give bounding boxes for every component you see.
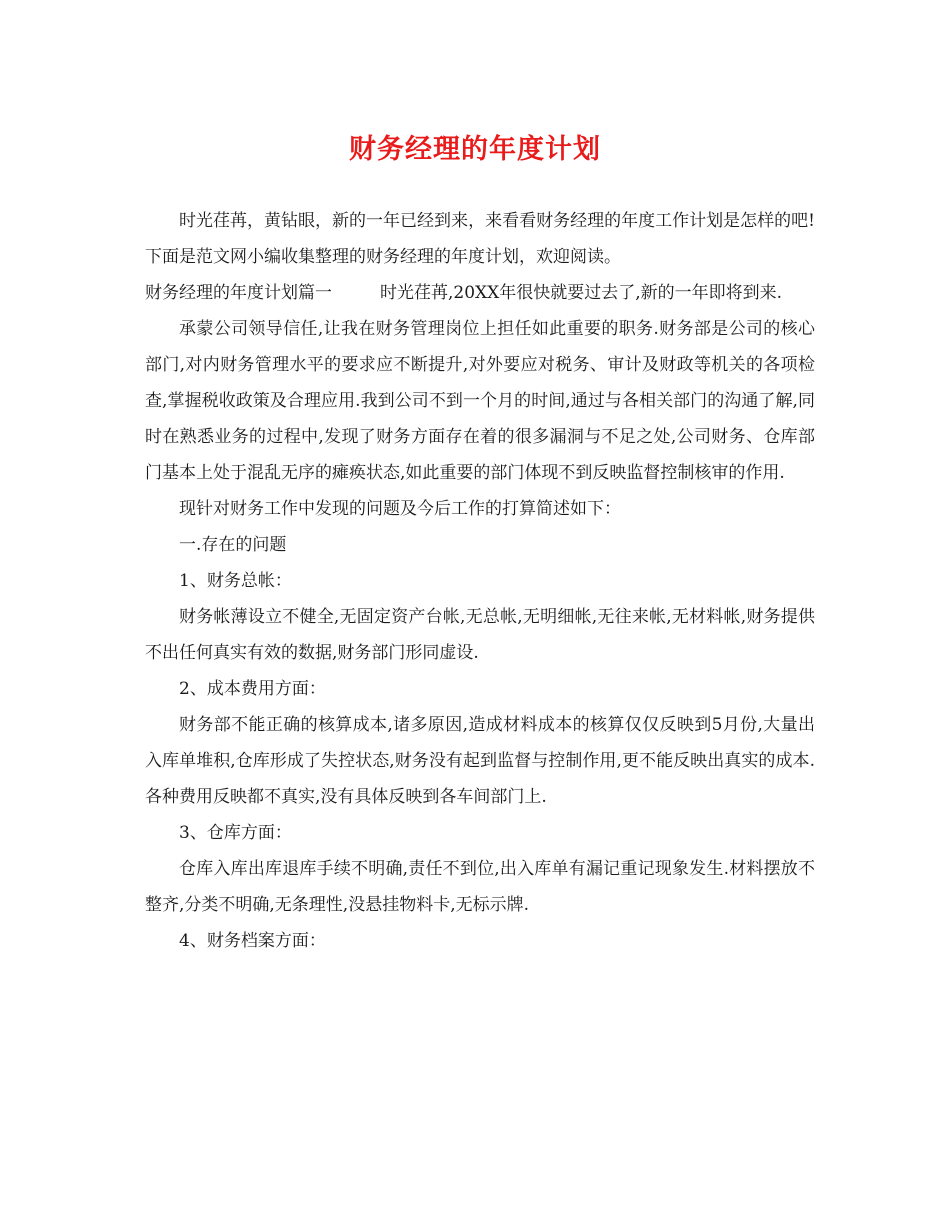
document-title: 财务经理的年度计划 (349, 134, 601, 165)
ledger-heading: 1、财务总帐： (179, 571, 292, 591)
summary-paragraph: 现针对财务工作中发现的问题及今后工作的打算简述如下： (179, 499, 621, 519)
section-text: 时光荏苒,20XX年很快就要过去了,新的一年即将到来. (380, 283, 783, 303)
archives-heading: 4、财务档案方面： (179, 931, 326, 951)
problems-heading: 一.存在的问题 (179, 535, 287, 555)
section-label: 财务经理的年度计划篇一 (145, 283, 332, 303)
warehouse-paragraph: 仓库入库出库退库手续不明确,责任不到位,出入库单有漏记重记现象发生.材料摆放不整齐,分类不明确,无条理性,没悬挂物料卡,无标示牌. (145, 859, 815, 915)
cost-paragraph: 财务部不能正确的核算成本,诸多原因,造成材料成本的核算仅仅反映到5月份,大量出入库单堆积,仓库形成了失控状态,财务没有起到监督与控制作用,更不能反映出真实的成本.各种费用反映都不真实,没有具体反映到各车间部门上. (145, 715, 815, 807)
warehouse-heading: 3、仓库方面： (179, 823, 292, 843)
ledger-paragraph: 财务帐薄设立不健全,无固定资产台帐,无总帐,无明细帐,无往来帐,无材料帐,财务提供不出任何真实有效的数据,财务部门形同虚设. (145, 607, 815, 663)
responsibility-paragraph: 承蒙公司领导信任,让我在财务管理岗位上担任如此重要的职务.财务部是公司的核心部门,对内财务管理水平的要求应不断提升,对外要应对税务、审计及财政等机关的各项检查,掌握税收政策及合理应用.我到公司不到一个月的时间,通过与各相关部门的沟通了解,同时在熟悉业务的过程中,发现了财务方面存在着的很多漏洞与不足之处,公司财务、仓库部门基本上处于混乱无序的瘫痪状态,如此重要的部门体现不到反映监督控制核审的作用. (145, 319, 815, 483)
section-paragraph (145, 275, 815, 311)
intro-paragraph: 时光荏苒，黄钻眼，新的一年已经到来，来看看财务经理的年度工作计划是怎样的吧!下面是范文网小编收集整理的财务经理的年度计划，欢迎阅读。 (145, 211, 815, 267)
cost-heading: 2、成本费用方面： (179, 679, 326, 699)
document-body (145, 203, 815, 959)
